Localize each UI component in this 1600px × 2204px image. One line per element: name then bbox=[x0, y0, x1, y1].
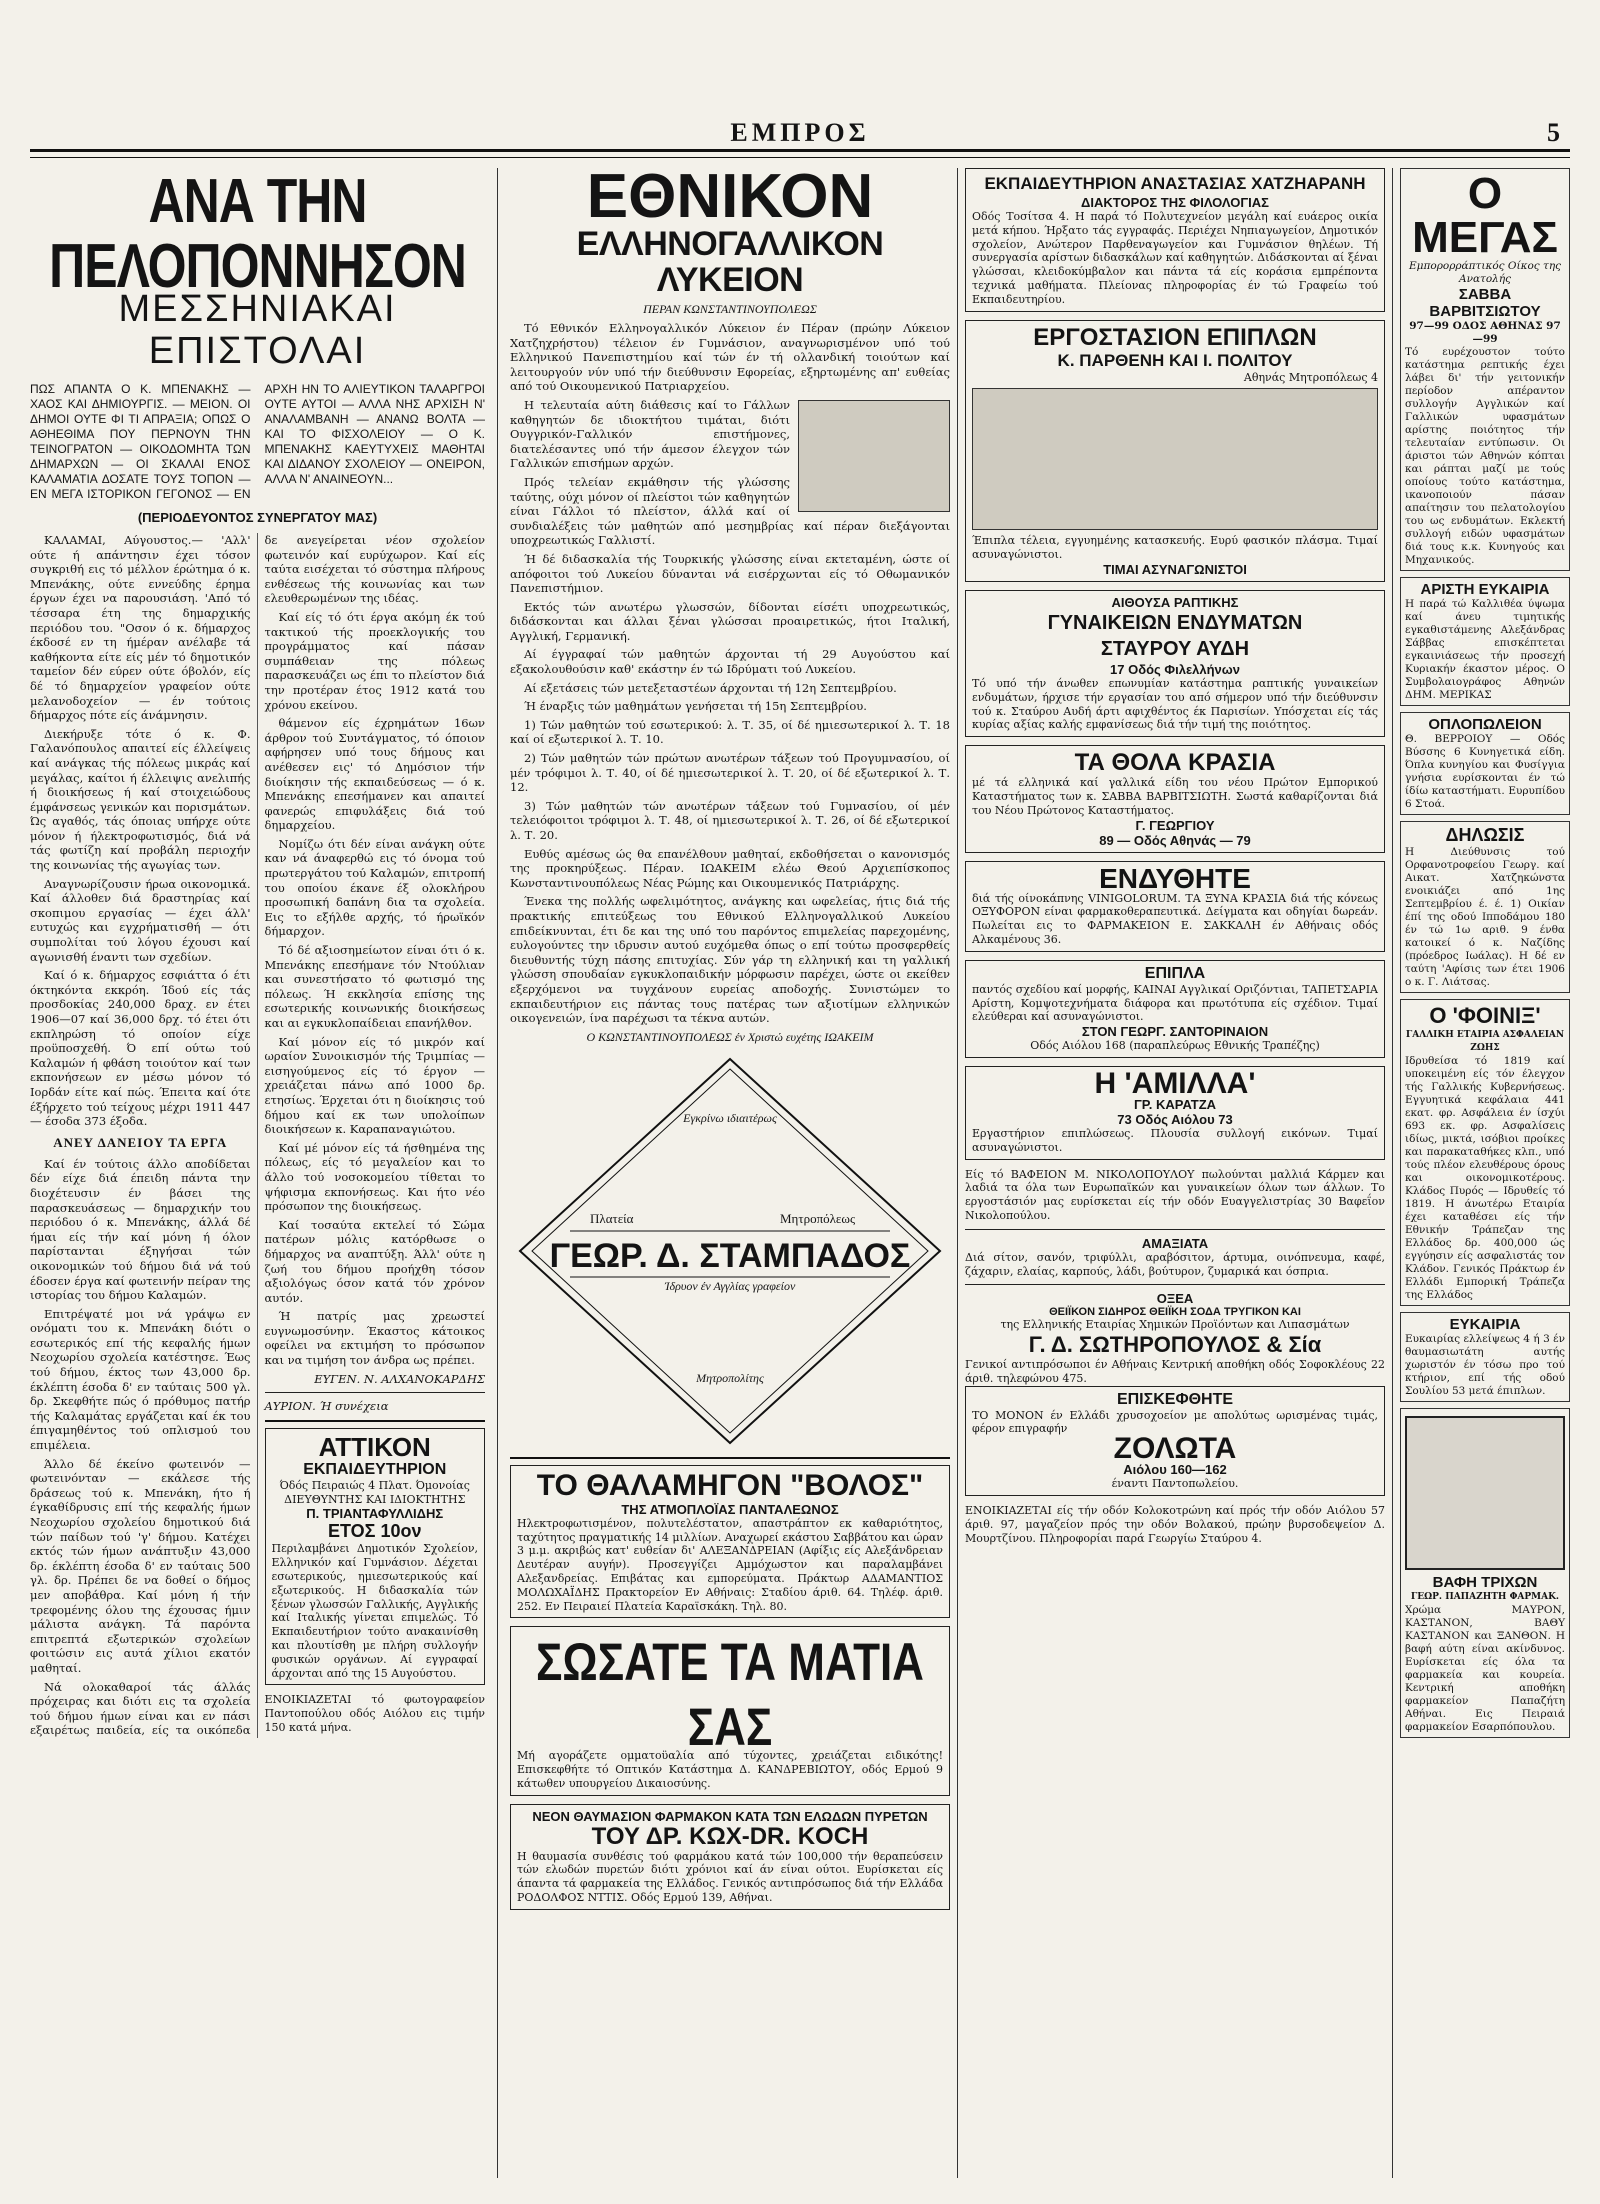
stamp-right-label: Μητροπόλεως bbox=[780, 1210, 856, 1226]
ad-santorineos-furniture bbox=[965, 960, 1385, 1058]
ad-title: Ο ΜΕΓΑΣ bbox=[1412, 169, 1558, 262]
ad-amaxiata-title: ΑΜΑΞΙΑΤΑ bbox=[1141, 1235, 1209, 1251]
lyceum-paragraph: Τό Εθνικόν Ελληνογαλλικόν Λύκειον έν Πέραν (πρώην Λύκειον Χατζηχρήστου) τέλειον έν Γυμνάσιον, αναγνωρισμένον υπό τού Ελληνικού Πανεπιστημίου καί τών έν τή ολλανδική τοιούτων καί λειτουργούν νύν υπό τήν διεύθυνσιν Εφορείας, εξηρτωμένης απ' ευθείας από τού Οικουμενικού Πατριαρχείου. bbox=[510, 321, 950, 394]
masthead bbox=[30, 118, 1570, 152]
ad-owner: ΓΡ. ΚΑΡΑΤΖΑ bbox=[1133, 1096, 1217, 1112]
article-paragraph: Αναγνωρίζουσιν ήρωα οικονομικά. Καί άλλοθεν διά δραστηρίας καί σκοπιμου εργασίας — έχει άλλ' ευτυχώς και εγχρήματισθή — ότι συμπολίται τού λόγου έχουσι καί αγωνισθή έναντι των σχεδίων. bbox=[30, 876, 251, 964]
lyceum-location: ΠΕΡΑΝ ΚΩΝΣΤΑΝΤΙΝΟΥΠΟΛΕΩΣ bbox=[643, 302, 817, 316]
lyceum-paragraph: Αί έγγραφαί τών μαθητών άρχονται τή 29 Αυγούστου καί εξακολουθούσιν καθ' εκάστην έν τώ Ιδρύματι τού Λυκείου. bbox=[510, 647, 950, 677]
ad-text: Ιδρυθείσα τό 1819 καί υποκειμένη είς τόν έλεγχον τής Γαλλικής Κυβερνήσεως. Εγγυητικά κεφάλαια 441 εκατ. φρ. Ασφάλεια έν ίσχύι 693 εκ. φρ. Ασφαλίσεις ιδίως, μικτά, ισόβιοι προίκες και παρακαταθήκες κλπ., υπό τούς πλέον ελευθέρους όρους και οικονομικοτέρους. Κλάδος Πυρός — Ιδρυθείς τό 1819. Η άνωτέρω Εταιρία έχει καταθέσει είς τήν Εθνικήν Τράπεζαν της Ελλάδος δρ. 400,000 ώς εγγύησιν είς ασφαλιστάς τον Κλάδον. Γενικός Πράκτωρ έν Ελλάδι Εμπορική Τράπεζα της Ελλάδος bbox=[1405, 1055, 1565, 1301]
ad-opportunity bbox=[1400, 577, 1570, 706]
ad-address: 97—99 ΟΔΟΣ ΑΘΗΝΑΣ 97—99 bbox=[1409, 320, 1561, 345]
column-messinia-article bbox=[30, 168, 485, 2178]
ad-rent: ΕΝΟΙΚΙΑΖΕΤΑΙ είς τήν οδόν Κολοκοτρώνη καί πρός τήν οδόν Αιόλου 57 άριθ. 97, μαγαζείον πρός την οδόν Βολακού, πρώην βυρσοδεψείον Δ. Μουρτζίνου. Πληροφορίαι παρά Γεωργίω Σταύρου 4. bbox=[965, 1504, 1385, 1545]
ad-opportunity-2 bbox=[1400, 1312, 1570, 1402]
ad-address: 89 — Οδός Αθηνάς — 79 bbox=[1099, 832, 1251, 848]
article-paragraph: Καί τοσαύτα εκτελεί τό Σώμα πατέρων μόλις κατόρθωσε ο δήμαρχος να αναπτύξη. Άλλ' ούτε η ζωή του δήμου προήχθη τόσον αξιολόγως όσον κατά τόν χρόνον αυτόν. bbox=[264, 1217, 485, 1305]
ad-text: Ευκαιρίας ελλείψεως 4 ή 3 έν θαυμασιωτάτη αυτής χωριστόν έν τόσω προ τού κτήριον, επί τής οδού Σουλίου 53 μετά έπιπλων. bbox=[1405, 1333, 1565, 1397]
ad-text: Τό ευρέχουστον τούτο κατάστημα ρεπτικής έχει λάβει δι' τήν γειτονικήν περίοδον απέραντον συλλογήν Αγγλικών καί Γαλλικών υφασμάτων αρίστης ποιότητος τήν τελευταίαν εντύπωσιν. Οι άριστοι τών Αθηνών κόπται και ράπται μαζί με τούς οποίους τούτο κατάστημα, ικανοποιούν πάσαν απαίτησιν του πελατολογίου του ως ενδυμάτων. Εκλεκτή συλλογή ειδών υφασμάτων διά τους κ.κ. Κυνηγούς και Μηχανικούς. bbox=[1405, 346, 1565, 566]
ad-text: Εργαστήριον επιπλώσεως. Πλουσία συλλογή εικόνων. Τιμαί ασυναγώνιστοι. bbox=[972, 1126, 1378, 1154]
ad-owner: Γ. ΓΕΩΡΓΙΟΥ bbox=[1135, 817, 1215, 833]
ad-title: ΣΩΣΑΤΕ ΤΑ ΜΑΤΙΑ ΣΑΣ bbox=[536, 1633, 924, 1758]
blessing-signature: Ο ΚΩΝΣΤΑΝΤΙΝΟΥΠΟΛΕΩΣ έν Χριστώ ευχέτης ΙΩΑΚΕΙΜ bbox=[586, 1029, 874, 1044]
article-paragraph: Καί έν τούτοις άλλο αποδίδεται δέν είχε διά έπειδη πάντα την διοχέτευσιν έν βάσει της παρασκευάσεως — δημαρχικήν του περιόδου ό κ. Μπενάκης, άλλά δέ ήμαι είς τήν καί μόνη ή όλον παρίστανται έξηγήσαι τών οικονομικών τού δήμου διά νά τού έδοσεν έργα καί φωτεινήν πείραν της ιστορίας του δήμου Καλαμών. bbox=[30, 1156, 251, 1303]
ad-subtitle: Εμπορορράπτικός Οίκος της Ανατολής bbox=[1408, 260, 1562, 285]
ad-ozza-title: ΟΞΕΑ bbox=[1156, 1291, 1194, 1307]
ad-title: ΕΥΚΑΙΡΙΑ bbox=[1449, 1316, 1521, 1333]
ad-hatziarani-school bbox=[965, 168, 1385, 312]
ad-title: ΒΑΦΗ ΤΡΙΧΩΝ bbox=[1432, 1574, 1538, 1591]
ad-text: Τό υπό τήν άνωθεν επωνυμίαν κατάστημα ραπτικής γυναικείων ενδυμάτων, ήρχισε τήν εργασίαν του από σήμερον υπό τήν διεύθυνσιν τού κ. Σταύρου Αυδή άρτι αφιχθέντος έκ Παρισίων. Υπόσχεται είς τάς κυρίας αξίας καλής εμφανίσεως διά τήν τιμή της ποιότητος. bbox=[972, 676, 1378, 732]
ad-eyes bbox=[510, 1626, 950, 1795]
ad-address: 17 Οδός Φιλελλήνων bbox=[1110, 661, 1240, 677]
ad-subtitle: ΤΟΥ ΔΡ. ΚΩΧ-DR. KOCH bbox=[591, 1822, 869, 1850]
ad-price-label: ΤΙΜΑΙ ΑΣΥΝΑΓΩΝΙΣΤΟΙ bbox=[1103, 561, 1247, 577]
lyceum-notice: Ευθύς αμέσως ώς θα επανέλθουν μαθηταί, εκδοθήσεται ο κανονισμός της προκηρύξεως. Πέραν. ΙΩΑΚΕΙΜ ελέω Θεού Αρχιεπίσκοπος Κωνσταντινουπόλεως Νέας Ρώμης και Οικουμενικός Πατριάρχης. bbox=[510, 846, 950, 890]
article-paragraph: ΚΑΛΑΜΑΙ, Αύγουστος.— 'Αλλ' ούτε ή απάντησιν έχει τόσον συγκριθή εις τό μέλλον έρώτημα ό κ. Μπενάκης, ούτε εννεύδης έρημα έργων έχει να παρουσιάση. 'Από τό τέσσαρα έτη της δημαρχικής περιόδου του. "Οσον ό κ. δήμαρχος έκδοσέ εν τη ήμέραν ανέλαβε τά καθήκοντα είτε είς μέν τό δημοτικόν ταμείον δέν εύρεν ούτε όβολόν, είς δέ τό δημαρχείον γραφείον ούτε μελανοδοχείον — έν τούτοις δήμαρχος πότε είς άνάμνησιν. bbox=[30, 533, 251, 723]
ad-title: ΑΤΤΙΚΟΝ bbox=[318, 1431, 431, 1462]
ad-sotiropoulos-title: Γ. Δ. ΣΩΤΗΡΟΠΟΥΛΟΣ & Σία bbox=[1028, 1332, 1322, 1358]
column-ads-1 bbox=[965, 168, 1385, 2178]
ad-text: Θ. ΒΕΡΡΟΙΟΥ — Οδός Βύσσης 6 Κυνηγετικά είδη. Όπλα κυνηγίου και Φυσίγγια γνήσια ευρίσκονται έν τώ ίδίω καταστήματι. Ευρυπίδου 6 Στοά. bbox=[1405, 733, 1565, 810]
lyceum-fee: 3) Τών μαθητών τών ανωτέρων τάξεων τού Γυμνασίου, οί μέν τελειόφοιτοι τρόφιμοι λ. Τ. 48, οί ημιεσωτερικοί λ. Τ. 26, οί δέ εξωτερικοί λ. Τ. 20. bbox=[510, 798, 950, 842]
stamp-name: ΓΕΩΡ. Δ. ΣΤΑΜΠΑΔΟΣ bbox=[549, 1236, 911, 1275]
lyceum-paragraph: Αί εξετάσεις τών μετεξεταστέων άρχονται τή 12η Σεπτεμβρίου. bbox=[524, 680, 897, 695]
ad-owner: ΣΤΟΝ ΓΕΩΡΓ. ΣΑΝΤΟΡΙΝΑΙΟΝ bbox=[1081, 1024, 1269, 1040]
article-paragraph: Καί είς τό ότι έργα ακόμη έκ τού τακτικού τής προεκλογικής του προγράμματος καί πάσαν συμπάθειαν της πόλεως παρασκευάζει ως έπι το πλείστον διά την προτέραν έτος 1912 κατά του χρόνου εκείνου. bbox=[264, 609, 485, 712]
article-kicker: (ΠΕΡΙΟΔΕΥΟΝΤΟΣ ΣΥΝΕΡΓΑΤΟΥ ΜΑΣ) bbox=[137, 510, 378, 525]
ad-text: μέ τά ελληνικά καί γαλλικά είδη του νέου Πρώτον Εμπορικού Καταστήματος των κ. ΣΑΒΒΑ ΒΑΡΒΙΤΣΙΩΤΗ. Σωστά καθαρίζονται διά του Νέου Πρώτονος Καταστήματος. bbox=[972, 776, 1378, 817]
ad-text: διά τής οίνοκάπνης VINIGOLORUM. ΤΑ ΞΥΝΑ ΚΡΑΣΙΑ διά τής κόνεως ΟΞΥΦΟΡΟΝ είναι φαρμακοθεραπευτικά. Δείγματα και οδηγίαι δωρεάν. Πωλείται εις το ΦΑΡΜΑΚΕΙΟΝ Ε. ΣΑΚΚΑΛΗ έν Αθήναις οδός Αλκαμένους 36. bbox=[972, 891, 1378, 946]
ad-notice bbox=[1400, 821, 1570, 993]
ad-year: ΕΤΟΣ 10ον bbox=[327, 1521, 422, 1542]
ad-subtitle: ΤΗΣ ΑΤΜΟΠΛΟΪΑΣ ΠΑΝΤΑΛΕΩΝΟΣ bbox=[621, 1501, 839, 1517]
lyceum-paragraph: Ή δέ διδασκαλία τής Τουρκικής γλώσσης είναι εκτεταμένη, ώστε οί απόφοιτοι τού Λυκείου δύνανται νά εισέρχωνται είς τό Οθωμανικόν Πανεπιστήμιον. bbox=[510, 551, 950, 596]
ad-ozza-subtitle: ΘΕΙΪΚΟΝ ΣΙΔΗΡΟΣ ΘΕΙΪΚΗ ΣΟΔΑ ΤΡΥΓΙΚΟΝ ΚΑΙ bbox=[1049, 1306, 1301, 1319]
lyceum-paragraph: Η τελευταία αύτη διάθεσις καί το Γάλλων καθηγητών δε ιδιοκτήτου τιμάται, διότι Ουγγρικόν-Γαλλικόν επιστήμονες, διατελέσαντες υπό τήν άμεσον έλεγχον τών Γαλλικών επισήμων αρχών. bbox=[510, 397, 790, 471]
ad-text: Οδός Τοσίτσα 4. Η παρά τό Πολυτεχνείον μεγάλη καί ευάερος οικία μετά κήπου. Ήρξατο τάς εγγραφάς. Περιέχει Νηπιαγωγείον, Δημοτικόν σχολείον, Ανώτερον Παρθεναγωγείον και Γυμνάσιον θηλέων. Τή συνεργασία αρίστων διδασκάλων καί καθηγητών. Διδάσκονται αί ξέναι γλώσσαι, κλειδοκύμβαλον και πάντα τά είς κοράσια εμπρέποντα τεχνικά μαθήματα. Πλείονας πληροφορίας έν τώ Γραφείω τού Εκπαιδευτηρίου. bbox=[972, 210, 1378, 306]
ad-amilla bbox=[965, 1066, 1385, 1160]
ad-furniture-factory bbox=[965, 320, 1385, 582]
ad-amaxiata-text: Διά σίτον, σανόν, τριφύλλι, αραβόσιτον, άρτυμα, οινόπνευμα, καφέ, ζάχαριν, ελαίας, καρπούς, λάδι, βούτυρον, ζυμαρικά και όσπρια. bbox=[965, 1250, 1385, 1278]
article-paragraph: Καί μέ μόνον είς τά ήσθημένα της πόλεως, είς τό μεγαλείον και το άλλο τού νοσοκομείου τίθεται το ψήφισμα εκπονήσεως. Και ήτο νέο πρόσωπον της διοικήσεως. bbox=[264, 1140, 485, 1214]
ad-hair-dye bbox=[1400, 1408, 1570, 1738]
divider bbox=[265, 1392, 486, 1393]
lyceum-title: ΕΘΝΙΚΟΝ bbox=[586, 168, 874, 231]
column-divider-2 bbox=[957, 168, 958, 2178]
ad-owners: Κ. ΠΑΡΘΕΝΗ ΚΑΙ Ι. ΠΟΛΙΤΟΥ bbox=[1057, 350, 1293, 370]
section-heading: ΑΝΕΥ ΔΑΝΕΙΟΥ ΤΑ ΕΡΓΑ bbox=[53, 1134, 228, 1150]
ad-hours: έναντι Παντοπωλείου. bbox=[1111, 1477, 1239, 1491]
ad-text: Η Διεύθυνσις τού Ορφανοτροφείου Γεωργ. καί Αικατ. Χατζηκώνστα ενοικιάζει από 1ης Σεπτεμβρίου έ. έ. 1) Οικίαν έπί της οδού Ιπποδάμου 180 έν τώ 1ω αριθ. 9 ένθα κατοικεί ό κ. Ναζίδης (πρόεδρος Ιωάλας). Η δέ εν ταύτη 'Αφίσις των έτει 1906 ο κ. Γ. Λιάτσας. bbox=[1405, 846, 1565, 988]
ad-address: Αθηνάς Μητροπόλεως 4 bbox=[1243, 370, 1378, 384]
lyceum-paragraph: Ή έναρξις τών μαθημάτων γενήσεται τή 15η Σεπτεμβρίου. bbox=[524, 699, 867, 714]
ad-title: ΑΙΘΟΥΣΑ ΡΑΠΤΙΚΗΣ bbox=[1111, 594, 1239, 610]
ad-sotiropoulos-text: Γενικοί αντιπρόσωποι έν Αθήναις Κεντρική αποθήκη οδός Σοφοκλέους 22 άριθ. τηλεφώνου 475. bbox=[965, 1358, 1385, 1385]
lyceum-fee: 2) Τών μαθητών τών πρώτων ανωτέρων τάξεων τού Προγυμνασίου, οί μέν τρόφιμοι λ. Τ. 40, οί δέ ημιεσωτερικοί λ. Τ. 20, οί δέ εξωτερικοί λ. Τ. 12. bbox=[510, 751, 950, 795]
stamp-subtitle: Ίδρυον έν Αγγλίας γραφείον bbox=[664, 1278, 796, 1293]
article-paragraph: Επιτρέψατέ μοι νά γράψω εν ονόματι του κ. Μπενάκη διότι ο εσωτερικός επί τής κεφαλής ήμων Νεοχωρίου σχολεία κατέστησε. Έως τού δήμου, έκτος των 43,000 δρ. έκλέπτη έσοδα δ' εν ταύταις 500 γλ. δρ. Σκεφθήτε πώς ό πρόθυμος πατήρ τής Καλαμάτας εργάζεται καί έκ του έπιγαμηθέντος τού οπλισμού του επιμέλεια. bbox=[30, 1306, 251, 1453]
ad-zolota-jewelry bbox=[965, 1386, 1385, 1496]
ad-text: Έπιπλα τέλεια, εγγυημένης κατασκευής. Ευρύ φασικόν πλάσμα. Τιμαί ασυναγώνιστοι. bbox=[972, 534, 1378, 562]
stampados-ad bbox=[510, 1051, 950, 1451]
ad-title: ΝΕΟΝ ΘΑΥΜΑΣΙΟΝ ΦΑΡΜΑΚΟΝ ΚΑΤΑ ΤΩΝ ΕΛΩΔΩΝ ΠΥΡΕΤΩΝ bbox=[532, 1808, 928, 1824]
ad-gun-shop bbox=[1400, 712, 1570, 815]
article-paragraph: Καί μόνον είς τό μικρόν καί ωραίον Συνοικισμόν τής Τριμπίας — εισηγούμενος είς τό έργον — χρειάζεται πάνω από 1000 δρ. ετησίως. Έρχεται ότι η διοίκησις τού δήμου καί εκ των υπολοίπων διοικήσεων κ. Καραπαναγιώτου. bbox=[264, 1034, 485, 1137]
ad-owner: Π. ΤΡΙΑΝΤΑΦΥΛΛΙΔΗΣ bbox=[306, 1506, 444, 1522]
ad-wine-treatment bbox=[965, 861, 1385, 952]
lyceum-paragraph: Εκτός τών ανωτέρω γλωσσών, δίδονται είσέτι υποχρεωτικώς, διδάσκονται και άλλαι ξέναι γλώσσαι προαιρετικώς, ήτοι Ιταλική, Αγγλική, Γερμανική. bbox=[510, 599, 950, 643]
ad-text: Η παρά τώ Καλλιθέα ύψωμα καί άνευ τιμητικής εγκαθιστάμενης Αλεξάνδρας Σάββας επισκέπτεται εγκαινιάσεως τήν προσεχή Κυριακήν έκαστον μέρος. Ο Συμβολαιογράφος Αθηνών ΔΗΜ. ΜΕΡΙΚΑΣ bbox=[1405, 598, 1565, 701]
column-divider-3 bbox=[1392, 168, 1393, 2178]
article-paragraph: Ή πατρίς μας χρεωστεί ευγνωμοσύνην. Έκαστος κάτοικος οφείλει να εκτιμήση το πρόσωπον και να τιμήση τον άνδρα ως πρέπει. bbox=[264, 1309, 485, 1368]
ad-directors: ΔΙΕΥΘΥΝΤΗΣ ΚΑΙ ΙΔΙΟΚΤΗΤΗΣ bbox=[284, 1492, 466, 1506]
article-paragraph: Διεκήρυξε τότε ό κ. Φ. Γαλανόπουλος απαιτεί είς έλλείψεις καί ανάγκας τής πόλεως μικράς καί μεγάλας, καίτοι ή έλλειψις ανελιπής ή διοικήσεως ή καί στοιχειώδους έμφάνσεως γενικών και πορισμάτων. Ώς αγαθός, τάς όποιας υπήρχε ούτε μόνον ή ήλεκτροφωτισμός, διά νά τάς φωτίζη καί προβάλη περιοχήν της κοινωνίας τής αγωγίας των. bbox=[30, 726, 251, 873]
masthead-rule-thin bbox=[30, 157, 1570, 158]
ad-text: Μή αγοράζετε ομματοϋαλία από τύχοντες, χρειάζεται ειδικότης! Επισκεφθήτε τό Οπτικόν Κατάστημα Δ. ΚΑΝΔΡΕΒΙΩΤΟΥ, οδός Ερμού 9 κάτωθεν υπουργείου Δικαιοσύνης. bbox=[517, 1749, 943, 1790]
article-summary: ΠΩΣ ΑΠΑΝΤΑ Ο Κ. ΜΠΕΝΑΚΗΣ — ΧΑΟΣ ΚΑΙ ΔΗΜΙΟΥΡΓΙΣ. — ΜΕΙΟΝ. ΟΙ ΔΗΜΟΙ ΟΥΤΕ ΦΙ ΤΙ ΑΠΡΑΞΙΑ; ΟΠΩΣ Ο ΑΘΗΕΘΙΜΑ ΠΟΥ ΠΕΡΝΟΥΝ ΤΗΝ ΤΕΙΝΟΓΡΑΤΟΝ — ΟΙΚΟΔΟΜΗΤΑ ΤΩΝ ΔΗΜΑΡΧΩΝ — ΟΙ ΣΚΑΛΑΙ ΕΝΟΣ ΚΑΛΑΜΑΤΙΑ ΔΟΣΑΤΕ ΤΟΥΣ ΤΟΠΟΝ — ΕΝ ΜΕΓΑ ΙΣΤΟΡΙΚΟΝ ΓΕΓΟΝΟΣ — ΕΝ ΑΡΧΗ ΗΝ ΤΟ ΑΛΙΕΥΤΙΚΟΝ ΤΑΛΑΡΓΡΟΙ ΟΥΤΕ ΑΥΤΟΙ — ΑΛΛΑ ΝΗΣ ΑΡΧΙΣΗ Ν' ΑΝΑΛΑΜΒΑΝΗ — ΑΝΑΝΩ ΒΟΛΤΑ — ΚΑΙ ΤΟ ΦΙΣΧΟΛΕΙΟΥ — Ο Κ. ΜΠΕΝΑΚΗΣ ΚΑΕΥΤΥΧΕΙΣ ΜΑΘΗΤΑΙ ΚΑΙ ΔΙΔΑΝΟΥ ΣΧΟΛΕΙΟΥ — ΟΝΕΙΡΟΝ, ΑΛΛΑ Ν' ΑΝΑΙΝΕΟΥΝ... bbox=[30, 382, 485, 501]
article-paragraph: Άλλο δέ έκείνο φωτεινόν — φωτεινόνταν — εκάλεσε τής δράσεως τού κ. Μπενάκη, ήτο ή έγκαθίδρυσις επί τής κεφαλής ήμων Νεοχωρίου σχολείου δημοτικού διά τών παίδων τού 'γ' δήμου. Κατέχει εκτός τών ήμων ανάπτυξιν 43,000 δρ. έκλέπτη έσοδα δ' εν ταύταις 500 γλ. δρ. Πρέπει δε να δοθεί ο δήμος μεν αποβάθρα. Καί μόνη ή τήν τρεφομένης όλου της έχουσας ήμιν μάλιστα ανάγκη. Τά παρόντα επιτρεπτά εξωτερικών σχολείων φοιτώσιν εις αυτά χίλιοι εκατόν μαθηταί. bbox=[30, 1456, 251, 1675]
divider bbox=[265, 1420, 486, 1422]
masthead-rule bbox=[30, 149, 1570, 152]
ad-subtitle: ΓΑΛΛΙΚΗ ΕΤΑΙΡΙΑ ΑΣΦΑΛΕΙΑΝ ΖΩΗΣ bbox=[1405, 1030, 1565, 1053]
ad-title: ΕΠΙΣΚΕΦΘΗΤΕ bbox=[1116, 1390, 1234, 1408]
ad-owner: ΓΕΩΡ. ΠΑΠΑΖΗΤΗ ΦΑΡΜΑΚ. bbox=[1410, 1592, 1560, 1602]
article-paragraph: Τό δέ αξιοσημείωτον είναι ότι ό κ. Μπενάκης επεσήμανε τόν Ντούλιαν και συνεστήσατο τό φωτισμό της πόλεως. Ή εκκλησία επίσης της εσωτερικής κοινωνικής διοικήσεως και αι εγκυκλοπαίδειαι επανήλθον. bbox=[264, 943, 485, 1030]
ad-subtitle: ΕΚΠΑΙΔΕΥΤΗΡΙΟΝ bbox=[303, 1460, 447, 1478]
ad-title: ΑΡΙΣΤΗ ΕΥΚΑΙΡΙΑ bbox=[1420, 581, 1550, 598]
article-headline: ΑΝΑ ΤΗΝ ΠΕΛΟΠΟΝΝΗΣΟΝ bbox=[49, 168, 466, 301]
column-lyceum bbox=[510, 168, 950, 2178]
article-body bbox=[30, 533, 485, 1738]
ad-address: Οδός Αιόλου 168 (παραπλεύρως Εθνικής Τραπέζης) bbox=[1030, 1039, 1320, 1053]
divider bbox=[510, 1457, 950, 1459]
stamp-left-label: Πλατεία bbox=[590, 1210, 634, 1226]
ad-owner: ΣΑΒΒΑ ΒΑΡΒΙΤΣΙΩΤΟΥ bbox=[1429, 286, 1541, 320]
ad-subtitle: ΓΥΝΑΙΚΕΙΩΝ ΕΝΔΥΜΑΤΩΝ bbox=[1047, 611, 1303, 634]
divider bbox=[965, 1284, 1385, 1285]
ad-wines bbox=[965, 745, 1385, 852]
ad-text: Η θαυμασία συνθέσις τού φαρμάκου κατά τών 100,000 τήν θεραπεύσειν τών ελωδών πυρετών διότι χρόνιοι καί άν είναι ούτοι. Ευρίσκεται είς άπαντα τά φαρμακεία της Ελλάδος. Γενικός αντιπρόσωπος διά τήν Ελλάδα ΡΟΔΟΛΦΟΣ ΝΤΤΙΣ. Οδός Ερμού 139, Αθήναι. bbox=[517, 1849, 943, 1905]
column-divider-1 bbox=[497, 168, 498, 2178]
lyceum-fee: 1) Τών μαθητών τού εσωτερικού: λ. Τ. 35, οί δέ ημιεσωτερικοί λ. Τ. 18 καί οί εξωτερικοί λ. Τ. 10. bbox=[510, 717, 950, 747]
ad-title: Η 'ΑΜΙΛΛΑ' bbox=[1094, 1066, 1256, 1100]
article-paragraph: Νομίζω ότι δέν είναι ανάγκη ούτε καν νά άναφερθώ εις τό όνομα τού πρωτεργάτου τού Καλαμών, επιτροπή του οποίου έκανε έξ ολοκλήρου προσωπική δαπάνη δια τα σχολεία. Εις το εξήλθε αρχής, τό ήρωϊκόν δήμαρχον. bbox=[264, 836, 485, 939]
ad-phoenix-insurance bbox=[1400, 999, 1570, 1306]
article-paragraph: θάμενον είς έχρημάτων 16ων άρθρον τού Συντάγματος, τό όποιον αφήρησεν υπό τους δήμους και ανέθεσεν εις' τό Δημόσιον τήν διοίκησιν τής εκπαιδεύσεως — ό κ. Μπενάκης επεσήμανεν και απαιτεί φανερώς επιφυλάξεις διά τού δημαρχείου. bbox=[264, 716, 485, 833]
ad-title: ΤΑ ΘΟΛΑ ΚΡΑΣΙΑ bbox=[1074, 749, 1276, 777]
ad-bolos-ship bbox=[510, 1465, 950, 1619]
ad-shop-name: ΖΟΛΩΤΑ bbox=[1113, 1432, 1237, 1466]
furniture-illustration bbox=[972, 388, 1378, 530]
article-paragraph: Νά ολοκαθαροί τάς άλλάς πρόχειρας και διότι εις τα σχολεία τού δήμου ήμων είναι και εν πάσι εξαιρέτως παιδεία, είς τα οικόπεδα δε ανεγείρεται νέον σχολείον φωτεινόν καί ευρύχωρον. Καί είς ταύτα εισέχεται τό σύστημα πλήρους ενθέσεως τής κοινωνίας και των ελευθερωμένων της ιδέας. bbox=[30, 533, 485, 1738]
ad-name: ΣΤΑΥΡΟΥ ΑΥΔΗ bbox=[1100, 637, 1250, 660]
lyceum-subtitle: ΕΛΛΗΝΟΓΑΛΛΙΚΟΝ ΛΥΚΕΙΟΝ bbox=[576, 225, 884, 299]
ad-address: 73 Οδός Αιόλου 73 bbox=[1117, 1111, 1233, 1127]
lyceum-paragraph: Πρός τελείαν εκμάθησιν τής γλώσσης ταύτης, ούχι μόνον οί πλείστοι τών καθηγητών είναι Γάλλοι τό πλείστον, άλλά καί οί συνδιαλέξεις τών μαθητών από μεσημβρίας καί πέραν διεξάγονται υποχρεωτικώς Γαλλιστί. bbox=[510, 474, 950, 548]
school-illustration bbox=[798, 400, 950, 512]
patriarch-blessing: Ένεκα της πολλής ωφελιμότητος, ανάγκης και ωφελείας, ήτις διά τής πρακτικής επιτεύξεως του Εθνικού Ελληνογαλλικού Λυκείου επιδείκνυνται, έτι δε και της υπό του παρόντος επιμελείας παρεχομένης, ευλογούντες την ιδρυσιν αυτού ευχόμεθα όπως ο επί τούτω προσφερθείς διευθυντής τύχη πάσης επιτυχίας. Σύν γάρ τη ελληνική και τη γαλλική γλώσση σπουδαίαν εγκυκλοπαιδικήν μόρφωσιν παρέχει, ώστε οι εκείθεν εξερχόμενοι να τυγχάνουν ευρείας αποδοχής. Συνιστώμεν το εκπαιδευτήριον εις πάντας τους πατέρας των αξιοτίμων ελληνικών οικογενειών, ίνα παρέχωσι τα τέκνα αυτών. bbox=[510, 894, 950, 1026]
ad-subtitle: ΔΙΑΚΤΟΡΟΣ ΤΗΣ ΦΙΛΟΛΟΓΙΑΣ bbox=[1081, 195, 1269, 210]
ad-megas bbox=[1400, 168, 1570, 571]
portrait-illustration bbox=[1405, 1416, 1565, 1570]
ad-photo-studio: ΕΝΟΙΚΙΑΖΕΤΑΙ τό φωτογραφείον Παντοπούλου οδός Αιόλου εις τιμήν 150 κατά μήνα. bbox=[264, 1693, 485, 1734]
ad-tailor bbox=[965, 590, 1385, 737]
ad-title: ΕΡΓΟΣΤΑΣΙΟΝ ΕΠΙΠΛΩΝ bbox=[1033, 323, 1317, 351]
ad-address: Όδός Πειραιώς 4 Πλατ. Όμονοίας bbox=[279, 1478, 470, 1492]
continued-notice: ΑΥΡΙΟΝ. Ή συνέχεια bbox=[264, 1399, 389, 1414]
ad-title: ΔΗΛΩΣΙΣ bbox=[1445, 825, 1525, 845]
ad-title: ΟΠΛΟΠΩΛΕΙΟΝ bbox=[1428, 716, 1542, 733]
lyceum-body bbox=[510, 321, 950, 1045]
ad-attikon-school bbox=[265, 1428, 486, 1686]
ad-title: ΕΚΠΑΙΔΕΥΤΗΡΙΟΝ ΑΝΑΣΤΑΣΙΑΣ ΧΑΤΖΗΑΡΑΝΗ bbox=[984, 174, 1366, 193]
ad-nikolopoulos: Είς τό ΒΑΦΕΙΟΝ Μ. ΝΙΚΟΛΟΠΟΥΛΟΥ πωλούνται μαλλιά Κάρμεν και λαδιά τα όλα των Ευρωπαϊκών και γυναικείων όλων των άλλων. Το εργοστάσιόν μας ευρίσκεται είς τήν οδόν Ευαγγελιστρίας 30 Βαφεΐον Νικολοπούλου. bbox=[965, 1167, 1385, 1222]
divider bbox=[965, 1229, 1385, 1230]
ad-text: Περιλαμβάνει Δημοτικόν Σχολείον, Ελληνικόν καί Γυμνάσιον. Δέχεται εσωτερικούς, ημιεσωτερικούς καί εξωτερικούς. Η διδασκαλία τών ξένων γλωσσών Γαλλικής, Αγγλικής καί Ιταλικής γίνεται επιμελώς. Τό Εκπαιδευτήριον τούτο ανακαινίσθη και πλουτίσθη με πλήρη συλλογήν φυσικών οργάνων. Αί εγγραφαί άρχονται από της 15 Αυγούστου. bbox=[271, 1542, 478, 1680]
ad-text: παντός σχεδίου καί μορφής, ΚΑΙΝΑΙ Αγγλικαί Οριζόντιαι, ΤΑΠΕΤΣΑΡΙΑ Αρίστη, Κομψοτεχνήματα διάφορα και πρωτότυπα είς σχέδιον. Τιμαί ελεύθεραι καί ασυναγώνιστοι. bbox=[972, 982, 1378, 1024]
ad-title: ΤΟ ΘΑΛΑΜΗΓΟΝ "ΒΟΛΟΣ" bbox=[536, 1468, 924, 1502]
page-number: 5 bbox=[1547, 118, 1560, 147]
article-subheadline: ΜΕΣΣΗΝΙΑΚΑΙ ΕΠΙΣΤΟΛΑΙ bbox=[118, 288, 397, 372]
column-ads-2 bbox=[1400, 168, 1570, 2178]
ad-title: ΕΠΙΠΛΑ bbox=[1144, 964, 1206, 982]
ad-text: ΤΟ ΜΟΝΟΝ έν Ελλάδι χρυσοχοείον με απολύτως ωρισμένας τιμάς, φέρον επιγραφήν bbox=[972, 1408, 1378, 1436]
article-signature: ΕΥΓΕΝ. Ν. ΑΛΧΑΝΟΚΑΡΔΗΣ bbox=[314, 1371, 485, 1386]
ad-address: Αιόλου 160—162 bbox=[1123, 1462, 1227, 1478]
ad-text: Χρώμα ΜΑΥΡΟΝ, ΚΑΣΤΑΝΟΝ, ΒΑΘΥ ΚΑΣΤΑΝΟΝ και ΞΑΝΘΟΝ. Η βαφή αύτη είναι ακίνδυνος. Ευρίσκεται είς όλα τα φαρμακεία και κουρεία. Κεντρική αποθήκη φαρμακείον Παπαζήτη Αθήναι. Εις Πειραιά φαρμακείον Εσαρπόπουλου. bbox=[1405, 1604, 1565, 1733]
newspaper-name: ΕΜΠΡΟΣ bbox=[730, 118, 870, 147]
ad-ozza-text: της Ελληνικής Εταιρίας Χημικών Προϊόντων και Λιπασμάτων bbox=[1000, 1318, 1350, 1332]
ad-text: Ηλεκτροφωτισμένον, πολυτελέστατον, απαστράπτον εκ καθαριότητος, ταχύτητος πραγματικής 14 μιλλίων. Αναχωρεί εκάστου Σαββάτου και ώραν 3 μ.μ. ακριβώς κατ' ευθείαν δι' ΑΛΕΞΑΝΔΡΕΙΑΝ (Αφίξις είς Αλεξάνδρειαν Δευτέραν αυγήν). Προσεγγίζει Αμμόχωστον και παραλαμβάνει Αλεξανδρείας. Επιβάτας και εμπορεύματα. Πράκτωρ ΑΔΑΜΑΝΤΙΟΣ ΜΟΛΩΧΑΪΔΗΣ Πρακτορείον Εν Αθήναις: Σταδίου άριθ. 64. Τηλέφ. άριθ. 252. Εν Πειραιεί Πλατεία Καραϊσκάκη. Τηλ. 80. bbox=[517, 1516, 943, 1613]
ad-koch bbox=[510, 1804, 950, 1910]
ad-title: ΕΝΔΥΘΗΤΕ bbox=[1099, 862, 1251, 894]
stamp-bottom-text: Μητροπολίτης bbox=[696, 1370, 764, 1385]
ad-title: Ο 'ΦΟΙΝΙΞ' bbox=[1429, 1003, 1541, 1028]
stamp-top-text: Εγκρίνω ιδιαιτέρως bbox=[683, 1110, 777, 1125]
article-paragraph: Καί ό κ. δήμαρχος εσφιάττα ό έτι όκτηκόντα εκκρόη. Ίδού είς τάς προσδοκίας 240,000 δραχ. εν έτει 1906—07 καί 36,000 δρχ. τό έτει ότι εκπληρώση τό οποίον είχε προϋποσχεθή. Ό επί ούτω τού Καλαμών ή φθάση τοιούτον καί των εκπονήσεων εν μέσω μόνον τό Ιορδάν είτε καί πώς. Έπειτα καί ότε έξήρχετο τού τείχους μέχρι 1911 447 — έσοδα 373 έξοδα. bbox=[30, 968, 251, 1129]
